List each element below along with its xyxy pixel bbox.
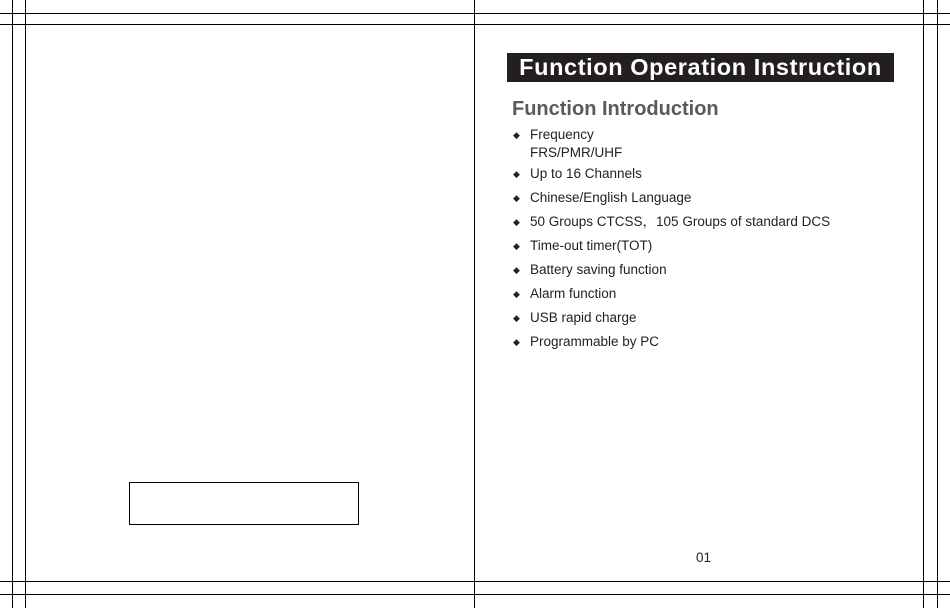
bullet-icon: ◆ [513,289,520,299]
bullet-icon: ◆ [513,169,520,179]
crop-mark [0,24,25,25]
feature-label: Frequency [530,127,594,142]
crop-mark [0,13,950,14]
crop-mark [12,0,13,608]
crop-mark [474,0,475,24]
feature-label: Chinese/English Language [530,190,692,205]
crop-mark [25,0,26,24]
crop-mark [924,581,950,582]
fold-line [474,24,475,582]
crop-mark [474,582,475,608]
crop-mark [924,24,950,25]
bullet-icon: ◆ [513,193,520,203]
bullet-icon: ◆ [513,265,520,275]
bullet-icon: ◆ [513,337,520,347]
bullet-icon: ◆ [513,241,520,251]
crop-mark [0,581,25,582]
page-number: 01 [696,550,712,565]
bullet-icon: ◆ [513,313,520,323]
page-header: Function Operation Instruction [507,53,894,82]
feature-label: Up to 16 Channels [530,166,642,181]
crop-mark [923,582,924,608]
bullet-icon: ◆ [513,130,520,140]
feature-label: USB rapid charge [530,310,637,325]
crop-mark [923,0,924,24]
section-title: Function Introduction [512,98,719,120]
feature-label: Time-out timer(TOT) [530,238,653,253]
bullet-icon: ◆ [513,217,520,227]
blank-label-box [129,482,359,525]
feature-label: 50 Groups CTCSS，105 Groups of standard DCS [530,214,831,229]
feature-label: Battery saving function [530,262,667,277]
crop-mark [937,0,938,608]
feature-label: Programmable by PC [530,334,660,349]
crop-mark [0,594,950,595]
crop-mark [25,582,26,608]
feature-sub-label: FRS/PMR/UHF [530,145,623,160]
feature-label: Alarm function [530,286,617,301]
